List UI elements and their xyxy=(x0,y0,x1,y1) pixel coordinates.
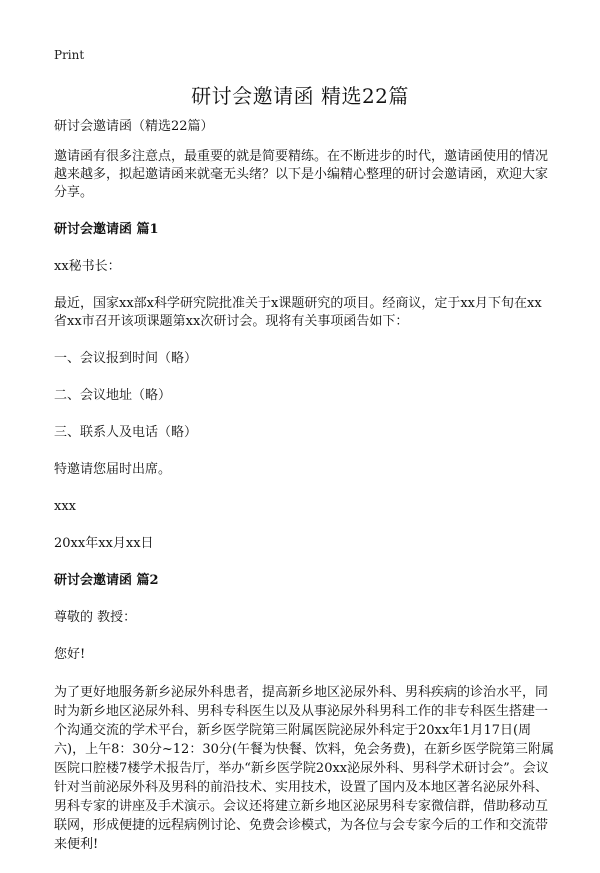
section1-item2: 二、会议地址（略） xyxy=(54,388,172,403)
section1-item1: 一、会议报到时间（略） xyxy=(54,351,198,366)
section2-heading: 研讨会邀请函 篇2 xyxy=(54,573,159,588)
document-title: 研讨会邀请函 精选22篇 xyxy=(191,84,409,108)
print-link[interactable]: Print xyxy=(54,48,85,62)
section1-date: 20xx年xx月xx日 xyxy=(54,536,154,551)
section2-greeting: 您好! xyxy=(54,647,86,662)
section1-item3: 三、联系人及电话（略） xyxy=(54,425,198,440)
section1-heading: 研讨会邀请函 篇1 xyxy=(54,222,159,237)
section1-salutation: xx秘书长： xyxy=(54,259,121,274)
document-content xyxy=(54,118,554,873)
section1-body: 最近，国家xx部x科学研究院批准关于x课题研究的项目。经商议，定于xx月下旬在xx省xx市召开该项课题第xx次研讨会。现将有关事项函告如下： xyxy=(54,296,542,329)
section1-sender: xxx xyxy=(54,499,76,514)
section2-salutation: 尊敬的 教授： xyxy=(54,610,137,625)
intro-paragraph: 邀请函有很多注意点，最重要的就是简要精练。在不断进步的时代，邀请函使用的情况越来越多，拟起邀请函来就毫无头绪？以下是小编精心整理的研讨会邀请函，欢迎大家分享。 xyxy=(54,149,549,200)
document-subtitle: 研讨会邀请函（精选22篇） xyxy=(54,119,214,134)
section2-body: 为了更好地服务新乡泌尿外科患者，提高新乡地区泌尿外科、男科疾病的诊治水平，同时为新乡地区泌尿外科、男科专科医生以及从事泌尿外科男科工作的非专科医生搭建一个沟通交流的学术平台，新乡医学院第三附属医院泌尿外科定于20xx年1月17日(周六)，上午8：30分~12：30分(午餐为快餐、饮料，免会务费)，在新乡医学院第三附属医院口腔楼7楼学术报告厅，举办“新乡医学院20xx泌尿外科、男科学术研讨会”。会议针对当前泌尿外科及男科的前沿技术、实用技术，设置了国内及本地区著名泌尿外科、男科专家的讲座及手术演示。会议还将建立新乡地区泌尿男科专家微信群，借助移动互联网，形成便捷的远程病例讨论、免费会诊模式，为各位与会专家今后的工作和交流带来便利! xyxy=(54,685,555,852)
section1-closing: 特邀请您届时出席。 xyxy=(54,462,172,477)
